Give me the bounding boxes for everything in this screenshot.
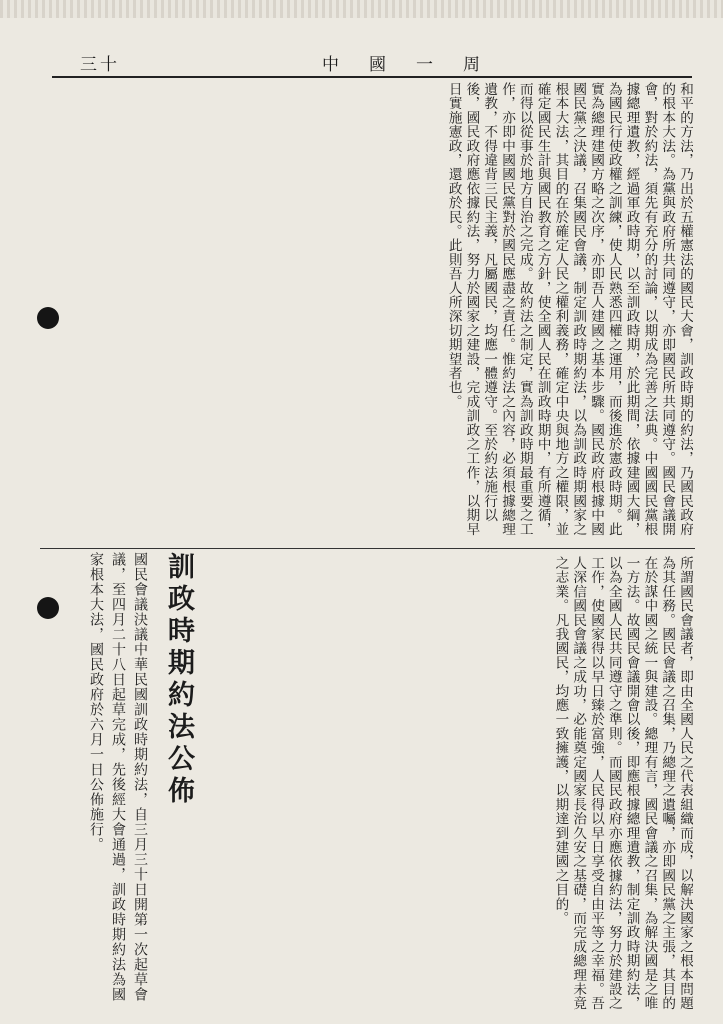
binding-hole-icon — [37, 597, 59, 619]
notice-box — [48, 552, 198, 1014]
running-header — [52, 50, 692, 78]
notice-body: 國民會議決議中華民國訓政時期約法，自三月三十日開第一次起草會議，至四月二十八日起草完成，先後經大會通過，訓政時期約法為國家根本大法，國民政府於六月一日公佈施行。 — [88, 552, 148, 1002]
page-number: 三十 — [80, 55, 120, 75]
binding-hole-icon — [37, 307, 59, 329]
lower-article-text: 所謂國民會議者，即由全國人民之代表組織而成，以解決國家之根本問題為其任務。國民會議之召集，乃總理之遺囑，亦即國民黨之主張，其目的在於謀中國之統一與建設。總理有言，國民會議之召集，為解決國是之唯一方法。故國民會議開會以後，即應根據總理遺教，制定訓政時期約法，以為全國人民共同遵守之準則。而國民政府亦應依據約法，努力於建設之工作，使國家得以早日臻於富強，人民得以早日享受自由平等之幸福。吾人深信國民會議之成功，必能奠定國家長治久安之基礎，而完成總理未竟之志業。凡我國民，均應一致擁護，以期達到建國之目的。 — [552, 556, 693, 1011]
scan-edge — [0, 0, 723, 18]
notice-title: 訓政時期約法公佈 — [163, 552, 194, 808]
publication-title: 中國一周 — [322, 55, 510, 75]
section-divider — [40, 548, 695, 549]
upper-article-text: 和平的方法，乃出於五權憲法的國民大會，訓政時期的約法，乃國民政府的根本大法。為黨與政府所共同遵守，亦即國民所共同遵守。國民會議開會，對於約法，須先有充分的討論，以期成為完善之法典。中國國民黨根據總理遺教，經過軍政時期，以至訓政時期，於此期間，依據建國大綱，為國民行使政權之訓練，使人民熟悉四權之運用，而後進於憲政時期。此實為總理建國方略之次序，亦即吾人建國之基本步驟。國民政府根據中國國民黨之決議，召集國民會議，制定訓政時期約法，以為訓政時期國家之根本大法，其目的在於確定人民之權利義務，確定中央與地方之權限，並確定國民生計與國民教育之方針，使全國人民在訓政時期中，有所遵循，而得以從事於地方自治之完成。故約法之制定，實為訓政時期最重要之工作，亦即中國國民黨對於國民應盡之責任。惟約法之內容，必須根據總理遺教，不得違背三民主義，凡屬國民，均應一體遵守。至於約法施行以後，國民政府應依據約法，努力於國家之建設，完成訓政之工作，以期早日實施憲政，還政於民。此則吾人所深切期望者也。 — [445, 82, 693, 537]
